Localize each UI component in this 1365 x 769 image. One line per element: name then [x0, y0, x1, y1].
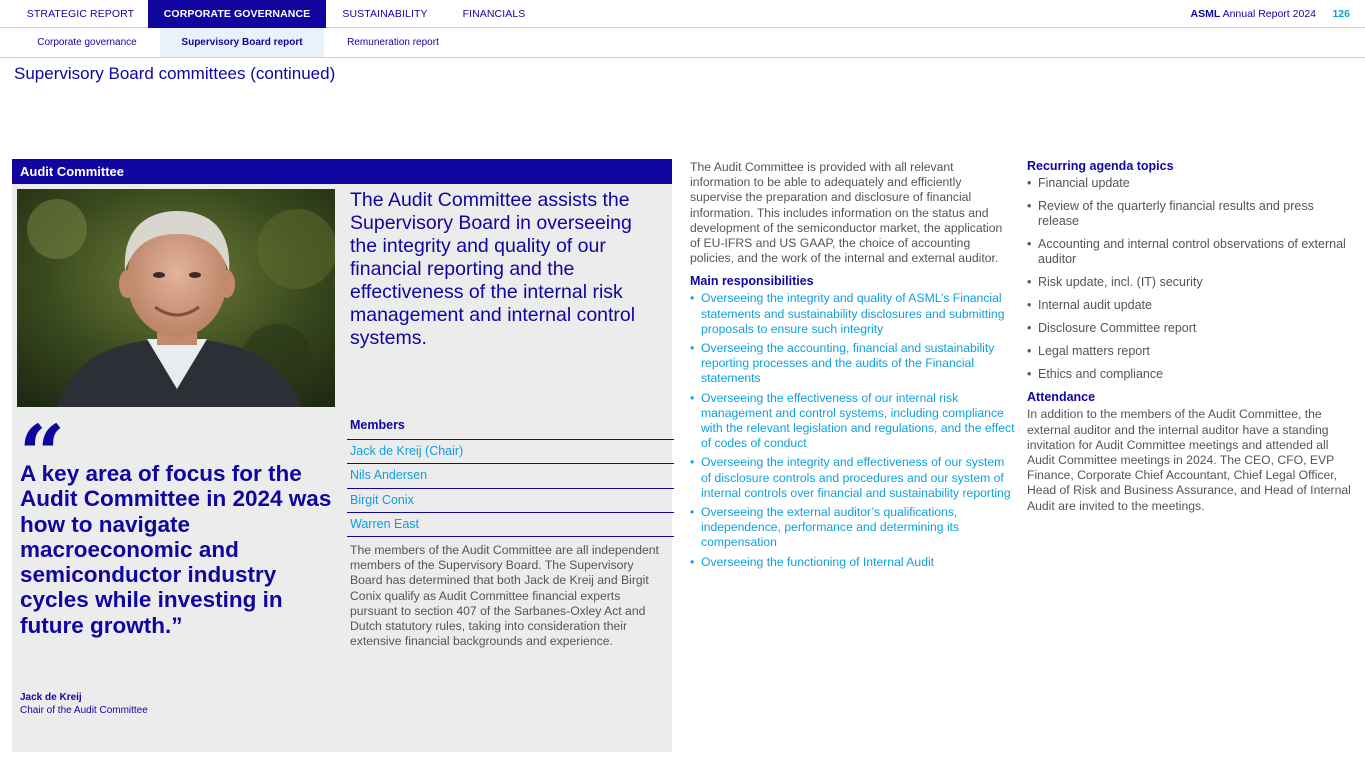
- subnav-tab-corporate-governance[interactable]: Corporate governance: [37, 37, 137, 48]
- agenda-item: • Disclosure Committee report: [1027, 321, 1197, 336]
- nav-tab-financials[interactable]: FINANCIALS: [462, 8, 526, 20]
- brand-name: ASML: [1190, 8, 1221, 20]
- nav-tab-sustainability[interactable]: SUSTAINABILITY: [342, 8, 428, 20]
- agenda-item: • Accounting and internal control observations of external auditor: [1027, 237, 1346, 267]
- responsibility-item[interactable]: • Overseeing the accounting, financial and sustainability reporting processes and the audits of the Financial statements: [690, 341, 995, 386]
- responsibility-item[interactable]: • Overseeing the external auditor’s qualifications, independence, performance and determining its compensation: [690, 505, 960, 550]
- intro-text: The Audit Committee is provided with all relevant information to be able to adequately and efficiently supervise the preparation and disclosure of financial information. This includes information on the status and development of the semiconductor market, the application of EU-IFRS and US GAAP, the choice of accounting policies, and the work of the internal and external auditor.: [690, 160, 1003, 266]
- member-item[interactable]: Nils Andersen: [347, 463, 674, 487]
- quote-author-role: Chair of the Audit Committee: [20, 705, 148, 716]
- responsibility-item[interactable]: • Overseeing the integrity and quality of ASML’s Financial statements and sustainability disclosures and submitting proposals to ensure such integrity: [690, 291, 1005, 336]
- quote-author: Jack de Kreij: [20, 692, 82, 703]
- quote-mark-icon: “: [19, 407, 66, 501]
- member-item[interactable]: Warren East: [347, 512, 674, 536]
- agenda-heading: Recurring agenda topics: [1027, 159, 1174, 173]
- agenda-item: • Legal matters report: [1027, 344, 1150, 359]
- agenda-column: [1027, 159, 1352, 514]
- chair-portrait-photo: [17, 189, 335, 407]
- report-title: Annual Report 2024: [1222, 8, 1316, 20]
- responsibilities-list: [690, 291, 1015, 569]
- chair-quote: A key area of focus for the Audit Committee in 2024 was how to navigate macroeconomic and semiconductor industry cycles while investing in future growth.”: [20, 461, 332, 638]
- responsibilities-column: [690, 160, 1015, 574]
- agenda-item: • Internal audit update: [1027, 298, 1152, 313]
- agenda-item: • Ethics and compliance: [1027, 367, 1164, 382]
- audit-committee-panel: [12, 159, 672, 752]
- subnav-tab-remuneration-report[interactable]: Remuneration report: [347, 37, 439, 48]
- agenda-item: • Review of the quarterly financial results and press release: [1027, 199, 1314, 229]
- report-brand: [1191, 0, 1317, 29]
- responsibilities-heading: Main responsibilities: [690, 274, 814, 289]
- responsibility-item[interactable]: • Overseeing the functioning of Internal Audit: [690, 554, 935, 569]
- members-note: The members of the Audit Committee are all independent members of the Supervisory Board. The Supervisory Board has determined that both Jack de Kreij and Birgit Conix qualify as Audit Committee financial experts pursuant to section 407 of the Sarbanes-Oxley Act and Dutch statutory rules, taking into consideration their extensive financial backgrounds and experience.: [350, 543, 659, 649]
- member-item[interactable]: Jack de Kreij (Chair): [347, 439, 674, 463]
- audit-committee-header: Audit Committee: [12, 159, 672, 184]
- page-number: 126: [1332, 8, 1350, 20]
- nav-tab-strategic-report[interactable]: STRATEGIC REPORT: [26, 8, 135, 20]
- responsibility-item[interactable]: • Overseeing the effectiveness of our internal risk management and control systems, including compliance with the relevant legislation and regulations, and the effect of codes of conduct: [690, 390, 1015, 451]
- nav-tab-corporate-governance[interactable]: CORPORATE GOVERNANCE: [148, 0, 326, 28]
- agenda-item: • Financial update: [1027, 176, 1130, 190]
- member-item[interactable]: Birgit Conix: [347, 488, 674, 512]
- responsibility-item[interactable]: • Overseeing the integrity and effectiveness of our system of disclosure controls and procedures and our system of internal controls over financial and sustainability reporting: [690, 455, 1011, 500]
- audit-committee-lead-statement: The Audit Committee assists the Supervisory Board in overseeing the integrity and quality of our financial reporting and the effectiveness of the internal risk management and internal control systems.: [350, 189, 636, 349]
- attendance-text: In addition to the members of the Audit Committee, the external auditor and the internal auditor have a standing invitation for Audit Committee meetings and attended all Audit Committee meetings in 2024. The CEO, CFO, EVP Finance, Corporate Chief Accountant, Chief Legal Officer, Head of Risk and Business Assurance, and Head of Internal Audit are invited to the meetings.: [1027, 407, 1351, 513]
- agenda-list: [1027, 176, 1352, 383]
- agenda-item: • Risk update, incl. (IT) security: [1027, 275, 1203, 290]
- members-title: Members: [350, 418, 405, 432]
- page-title: Supervisory Board committees (continued): [14, 64, 336, 83]
- members-list: [347, 439, 674, 537]
- sub-navigation: [0, 28, 1365, 58]
- top-navigation: [0, 0, 1365, 28]
- subnav-tab-supervisory-board-report[interactable]: Supervisory Board report: [160, 28, 324, 57]
- attendance-heading: Attendance: [1027, 390, 1096, 405]
